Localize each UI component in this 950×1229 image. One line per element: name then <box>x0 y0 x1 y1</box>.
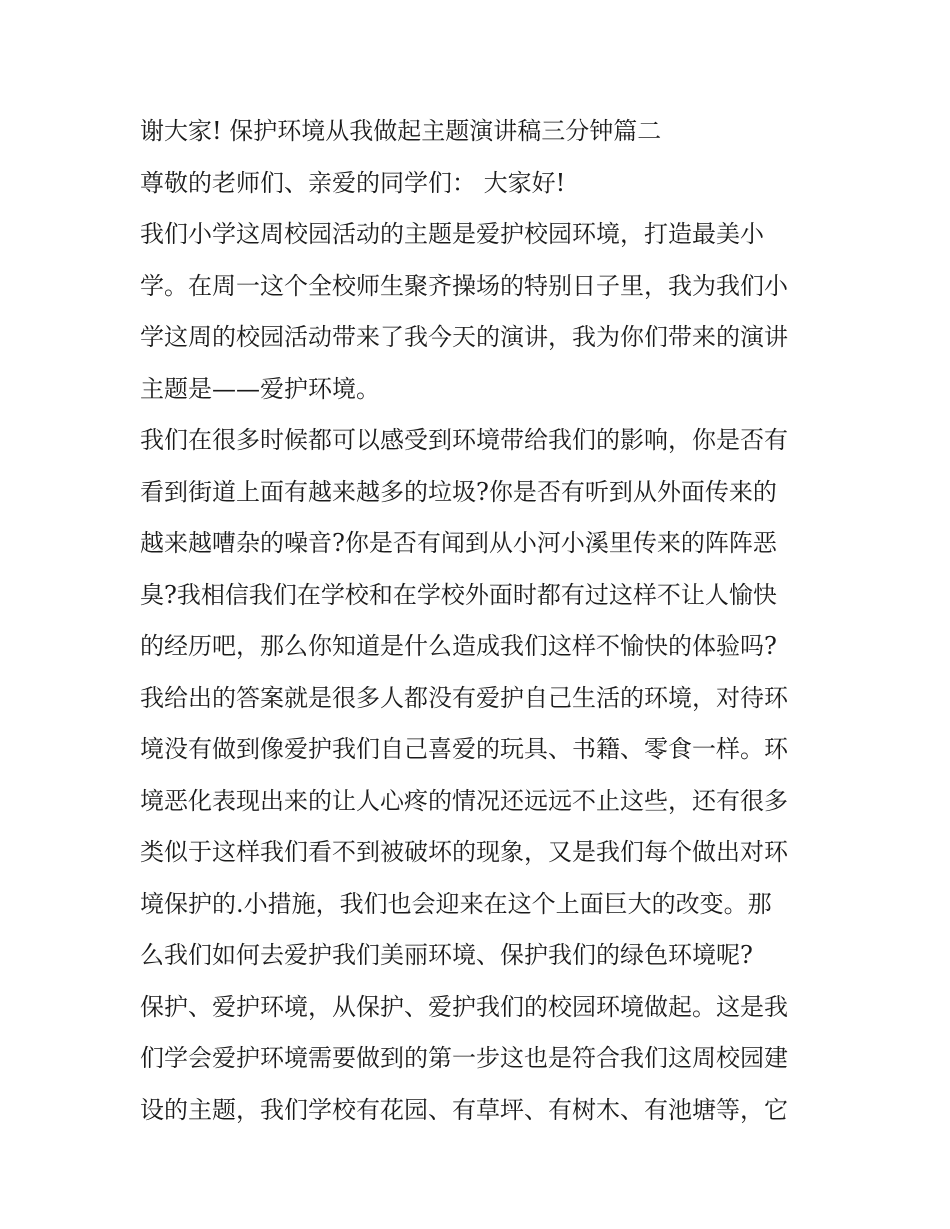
text-line: 保护、爱护环境，从保护、爱护我们的校园环境做起。这是我 <box>140 992 788 1021</box>
text-line: 类似于这样我们看不到被破坏的现象，又是我们每个做出对环 <box>140 838 788 866</box>
text-line: 境恶化表现出来的让人心疼的情况还远远不止这些，还有很多 <box>140 786 788 815</box>
text-line: 尊敬的老师们、亲爱的同学们： 大家好! <box>140 168 566 197</box>
text-line: 境保护的.小措施，我们也会迎来在这个上面巨大的改变。那 <box>140 889 772 918</box>
text-line: 我给出的答案就是很多人都没有爱护自己生活的环境，对待环 <box>140 683 788 712</box>
text-line: 设的主题，我们学校有花园、有草坪、有树木、有池塘等，它 <box>140 1095 788 1124</box>
text-line: 臭?我相信我们在学校和在学校外面时都有过这样不让人愉快 <box>140 580 777 609</box>
text-line: 境没有做到像爱护我们自己喜爱的玩具、书籍、零食一样。环 <box>140 735 788 763</box>
text-line: 们学会爱护环境需要做到的第一步这也是符合我们这周校园建 <box>140 1044 788 1072</box>
text-line: 谢大家! 保护环境从我做起主题演讲稿三分钟篇二 <box>140 117 662 145</box>
text-line: 学这周的校园活动带来了我今天的演讲，我为你们带来的演讲 <box>140 323 788 351</box>
speech-text-body <box>140 106 820 1136</box>
text-line: 主题是——爱护环境。 <box>140 374 380 403</box>
text-line: 么我们如何去爱护我们美丽环境、保护我们的绿色环境呢? <box>140 941 753 969</box>
text-line: 我们在很多时候都可以感受到环境带给我们的影响，你是否有 <box>140 426 788 454</box>
text-line: 的经历吧，那么你知道是什么造成我们这样不愉快的体验吗? <box>140 632 777 660</box>
text-line: 越来越嘈杂的噪音?你是否有闻到从小河小溪里传来的阵阵恶 <box>140 529 777 557</box>
text-line: 学。在周一这个全校师生聚齐操场的特别日子里，我为我们小 <box>140 271 788 300</box>
text-line: 我们小学这周校园活动的主题是爱护校园环境，打造最美小 <box>140 220 764 248</box>
text-line: 看到街道上面有越来越多的垃圾?你是否有听到从外面传来的 <box>140 477 777 506</box>
